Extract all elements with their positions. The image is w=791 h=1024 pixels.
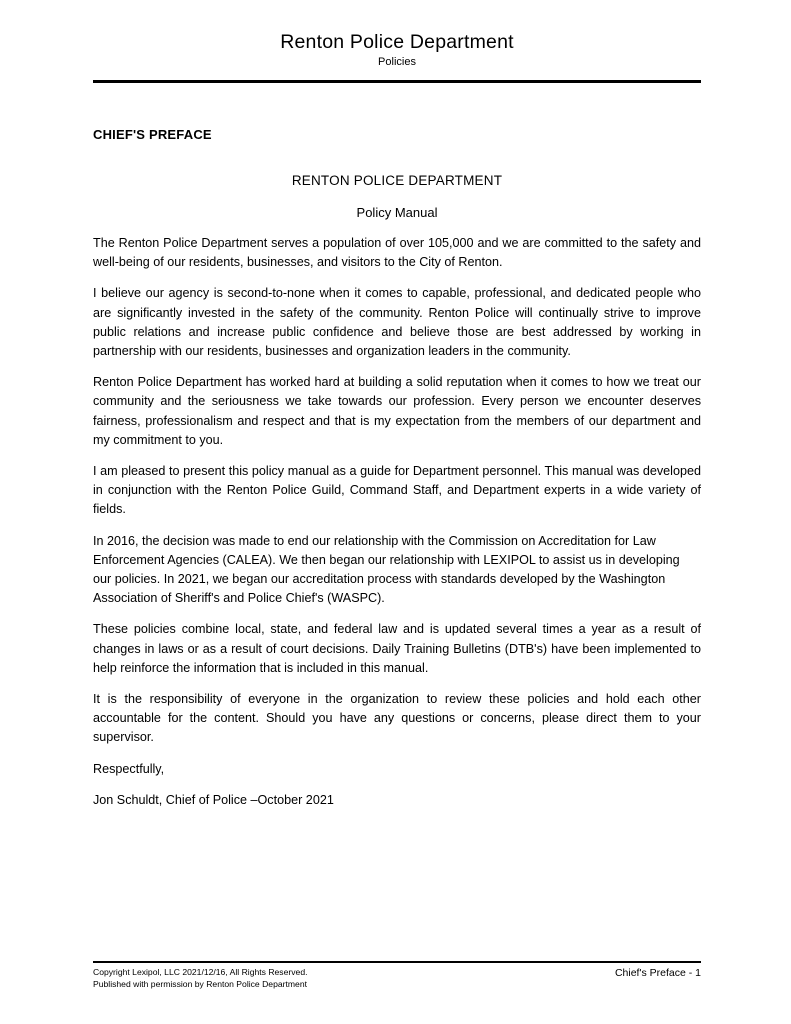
manual-title: RENTON POLICE DEPARTMENT: [291, 173, 503, 188]
manual-subtitle: Policy Manual: [356, 205, 438, 220]
copyright-line-1: Copyright Lexipol, LLC 2021/12/16, All Rights Reserved.: [93, 967, 308, 977]
copyright-block: [93, 967, 308, 990]
paragraph: It is the responsibility of everyone in the organization to review these policies and hold each other accountable for the content. Should you have any questions or concerns, please direct them to your supervisor.: [93, 692, 701, 745]
header-divider: [93, 80, 701, 83]
page-number-label: Chief's Preface - 1: [614, 967, 701, 979]
page-header: [93, 0, 701, 69]
footer-divider: [93, 961, 701, 963]
paragraph: In 2016, the decision was made to end our relationship with the Commission on Accreditation for Law Enforcement Agencies (CALEA). We then began our relationship with LEXIPOL to assist us in developing our policies. In 2021, we began our accreditation process with standards developed by the Washington Association of Sheriff's and Police Chief's (WASPC).: [93, 533, 680, 606]
paragraph: I am pleased to present this policy manual as a guide for Department personnel. This manual was developed in conjunction with the Renton Police Guild, Command Staff, and Department experts in a wide variety of fields.: [93, 464, 701, 517]
paragraph: Renton Police Department has worked hard at building a solid reputation when it comes to how we treat our community and the seriousness we take towards our profession. Every person we encounter deserves fairness, professionalism and respect and that is my expectation from the members of our department and my commitment to you.: [93, 375, 701, 447]
footer-row: [93, 967, 701, 990]
paragraph: These policies combine local, state, and federal law and is updated several times a year as a result of changes in laws or as a result of court decisions. Daily Training Bulletins (DTB's) have been implemented to help reinforce the information that is included in this manual.: [93, 622, 701, 675]
department-subtitle: Policies: [378, 56, 416, 68]
page-footer: [93, 961, 701, 990]
copyright-line-2: Published with permission by Renton Police Department: [93, 978, 307, 989]
department-title: Renton Police Department: [280, 31, 514, 53]
page-content: [93, 0, 701, 822]
signature-line: Jon Schuldt, Chief of Police –October 2021: [93, 792, 334, 807]
closing-line: Respectfully,: [93, 761, 165, 776]
preface-body: [93, 234, 701, 810]
section-heading: CHIEF'S PREFACE: [93, 127, 212, 142]
paragraph: I believe our agency is second-to-none when it comes to capable, professional, and dedicated people who are significantly invested in the safety of the community. Renton Police will continually strive to improve public relations and increase public confidence and believe those are best addressed by working in partnership with our residents, businesses and organization leaders in the community.: [93, 286, 701, 359]
paragraph: The Renton Police Department serves a population of over 105,000 and we are committed to the safety and well-being of our residents, businesses, and visitors to the City of Renton.: [93, 236, 701, 270]
